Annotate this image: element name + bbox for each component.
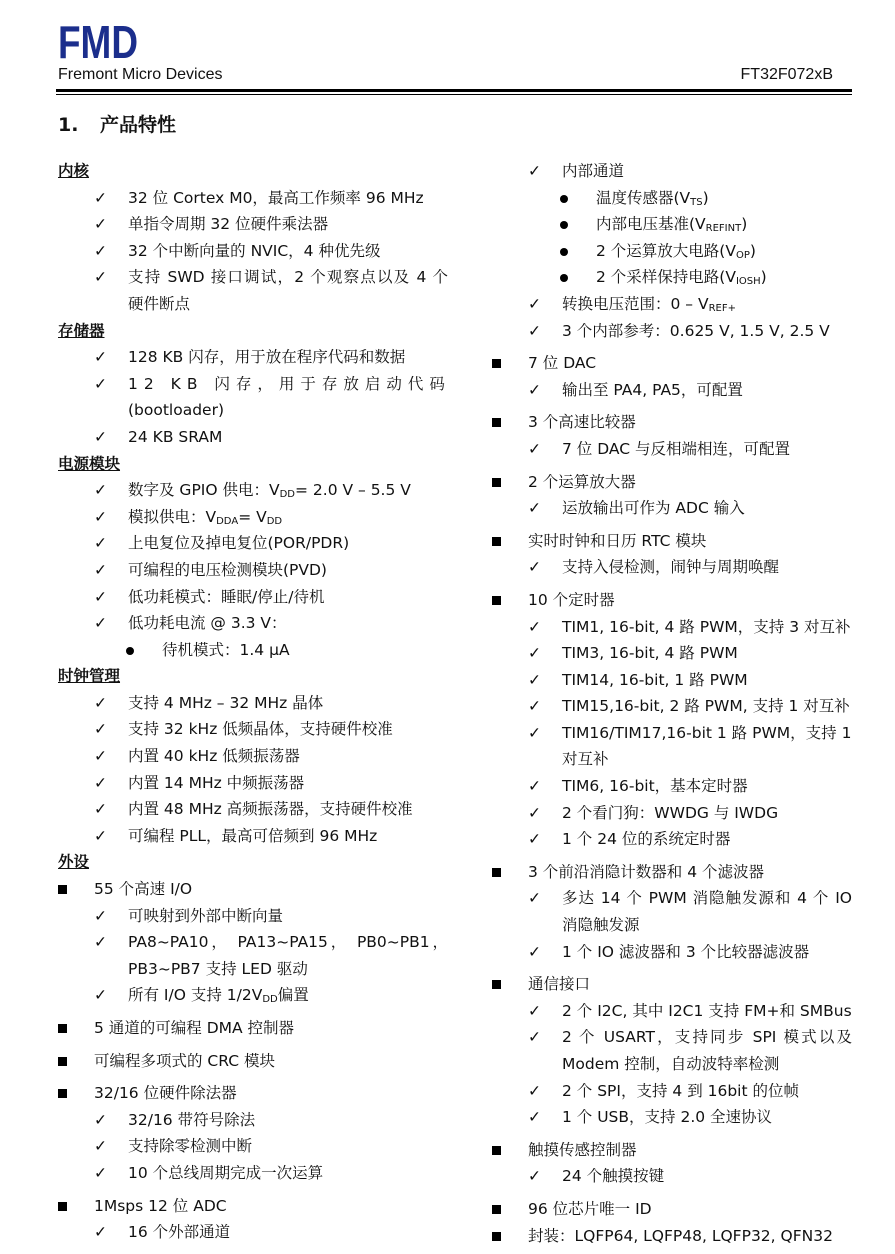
list-item: ✓ 32 位 Cortex M0，最高工作频率 96 MHz: [58, 185, 448, 212]
list-item: ✓ 单指令周期 32 位硬件乘法器: [58, 211, 448, 238]
check-icon: ✓: [94, 534, 107, 553]
list-item: ✓ 模拟供电：$V_{DDA}= V_{DD}$: [58, 504, 448, 531]
check-icon: ✓: [528, 380, 541, 399]
check-icon: ✓: [528, 1028, 541, 1047]
heading-memory: 存储器: [58, 321, 105, 340]
square-bullet-icon: [58, 885, 67, 894]
check-icon: ✓: [94, 241, 107, 260]
list-item: 2 个采样保持电路$(V_{IOSH})$: [492, 264, 852, 291]
list-item: 32/16 位硬件除法器: [58, 1080, 448, 1107]
square-bullet-icon: [492, 1146, 501, 1155]
square-bullet-icon: [58, 1024, 67, 1033]
list-item: ✓ 支持入侵检测，闹钟与周期唤醒: [492, 554, 852, 581]
check-icon: ✓: [528, 558, 541, 577]
heading-core: 内核: [58, 162, 90, 180]
list-item: 2 个运算放大器: [492, 469, 852, 496]
list-item: ✓ 3 个内部参考：0.625 V, 1.5 V, 2.5 V: [492, 318, 852, 345]
list-item-continuation: PB3~PB7 支持 LED 驱动: [128, 959, 308, 978]
square-bullet-icon: [58, 1057, 67, 1066]
heading-peripherals: 外设: [58, 853, 90, 872]
list-item: 96 位芯片唯一 ID: [492, 1196, 852, 1223]
part-number: FT32F072xB: [740, 66, 833, 83]
list-item: ✓ 支持 4 MHz – 32 MHz 晶体: [58, 690, 448, 717]
list-item: ✓ TIM16/TIM17,16-bit 1 路 PWM，支持 1: [492, 720, 852, 747]
fmd-logo: [58, 16, 138, 68]
square-bullet-icon: [492, 418, 501, 427]
square-bullet-icon: [492, 980, 501, 989]
check-icon: ✓: [528, 644, 541, 663]
list-item: ✓ 支持除零检测中断: [58, 1133, 448, 1160]
check-icon: ✓: [528, 1167, 541, 1186]
list-item: 3 个高速比较器: [492, 409, 852, 436]
section-title-text: 产品特性: [100, 114, 177, 136]
list-item: 温度传感器$(V_{TS})$: [492, 185, 852, 212]
round-bullet-icon: [560, 274, 568, 282]
header-rule-thin: [56, 94, 852, 95]
check-icon: ✓: [94, 374, 107, 393]
check-icon: ✓: [528, 942, 541, 961]
round-bullet-icon: [126, 647, 134, 655]
list-item: ✓ 数字及 GPIO 供电：$V_{DD}= 2.0$ V – 5.5 V: [58, 477, 448, 504]
check-icon: ✓: [94, 747, 107, 766]
list-item: ✓ 输出至 PA4, PA5，可配置: [492, 377, 852, 404]
check-icon: ✓: [528, 499, 541, 518]
check-icon: ✓: [528, 1081, 541, 1100]
list-item: ✓ 所有 I/O 支持 $1/2V_{DD}$偏置: [58, 982, 448, 1009]
square-bullet-icon: [492, 359, 501, 368]
round-bullet-icon: [560, 195, 568, 203]
list-item: ✓ 7 位 DAC 与反相端相连，可配置: [492, 436, 852, 463]
list-item: ✓ TIM3, 16-bit, 4 路 PWM: [492, 640, 852, 667]
company-name: Fremont Micro Devices: [58, 66, 223, 83]
list-item: ✓ 低功耗电流 @ 3.3 V：: [58, 610, 448, 637]
check-icon: ✓: [528, 889, 541, 908]
header-rule: [56, 89, 852, 92]
check-icon: ✓: [94, 933, 107, 952]
square-bullet-icon: [492, 596, 501, 605]
check-icon: ✓: [94, 587, 107, 606]
list-item: 内部电压基准$(V_{REFINT})$: [492, 211, 852, 238]
section-title: [58, 110, 176, 137]
check-icon: ✓: [94, 268, 107, 287]
check-icon: ✓: [94, 481, 107, 500]
list-item: ✓ 32/16 带符号除法: [58, 1107, 448, 1134]
list-item: ✓ TIM14, 16-bit, 1 路 PWM: [492, 667, 852, 694]
list-item: 55 个高速 I/O: [58, 876, 448, 903]
check-icon: ✓: [94, 826, 107, 845]
left-column: [58, 158, 451, 1246]
check-icon: ✓: [94, 986, 107, 1005]
list-item: ✓ PA8~PA10， PA13~PA15， PB0~PB1，: [58, 929, 448, 956]
square-bullet-icon: [492, 1205, 501, 1214]
square-bullet-icon: [492, 537, 501, 546]
list-item: ✓ TIM15,16-bit, 2 路 PWM, 支持 1 对互补: [492, 693, 852, 720]
check-icon: ✓: [94, 773, 107, 792]
check-icon: ✓: [528, 617, 541, 636]
square-bullet-icon: [492, 868, 501, 877]
check-icon: ✓: [94, 906, 107, 925]
list-item: 实时时钟和日历 RTC 模块: [492, 528, 852, 555]
list-item: ✓ 转换电压范围：$0 - V_{REF+}$: [492, 291, 852, 318]
list-item: ✓ 内部通道: [492, 158, 852, 185]
round-bullet-icon: [560, 248, 568, 256]
list-item: ✓ 2 个 USART，支持同步 SPI 模式以及: [492, 1024, 852, 1051]
list-item: ✓ 1 个 IO 滤波器和 3 个比较器滤波器: [492, 939, 852, 966]
list-item: ✓ 上电复位及掉电复位(POR/PDR): [58, 530, 448, 557]
square-bullet-icon: [492, 1232, 501, 1241]
check-icon: ✓: [94, 215, 107, 234]
list-item: ✓ 内置 14 MHz 中频振荡器: [58, 770, 448, 797]
list-item: ✓ 可映射到外部中断向量: [58, 903, 448, 930]
list-item: ✓ 24 个触摸按键: [492, 1163, 852, 1190]
check-icon: ✓: [528, 321, 541, 340]
square-bullet-icon: [58, 1089, 67, 1098]
list-item: 2 个运算放大电路$(V_{OP})$: [492, 238, 852, 265]
list-item-continuation: Modem 控制，自动波特率检测: [562, 1055, 780, 1073]
list-item: ✓ 支持 32 kHz 低频晶体，支持硬件校准: [58, 716, 448, 743]
list-item: ✓ 16 个外部通道: [58, 1219, 448, 1246]
check-icon: ✓: [94, 188, 107, 207]
check-icon: ✓: [94, 1110, 107, 1129]
list-item: ✓ 2 个 SPI，支持 4 到 16bit 的位帧: [492, 1078, 852, 1105]
list-item: ✓ 内置 40 kHz 低频振荡器: [58, 743, 448, 770]
list-item: ✓ 内置 48 MHz 高频振荡器，支持硬件校准: [58, 796, 448, 823]
check-icon: ✓: [94, 720, 107, 739]
check-icon: ✓: [94, 1137, 107, 1156]
check-icon: ✓: [528, 830, 541, 849]
check-icon: ✓: [94, 348, 107, 367]
list-item: 5 通道的可编程 DMA 控制器: [58, 1015, 448, 1042]
list-item: ✓ 运放输出可作为 ADC 输入: [492, 495, 852, 522]
check-icon: ✓: [528, 697, 541, 716]
list-item: 3 个前沿消隐计数器和 4 个滤波器: [492, 859, 852, 886]
list-item: 可编程多项式的 CRC 模块: [58, 1048, 448, 1075]
check-icon: ✓: [528, 777, 541, 796]
list-item: 触摸传感控制器: [492, 1137, 852, 1164]
check-icon: ✓: [94, 427, 107, 446]
check-icon: ✓: [528, 439, 541, 458]
round-bullet-icon: [560, 221, 568, 229]
check-icon: ✓: [94, 800, 107, 819]
check-icon: ✓: [528, 294, 541, 313]
list-item: ✓ TIM6, 16-bit，基本定时器: [492, 773, 852, 800]
check-icon: ✓: [94, 1223, 107, 1242]
heading-clock: 时钟管理: [58, 667, 121, 686]
list-item: ✓ 低功耗模式：睡眠/停止/待机: [58, 584, 448, 611]
list-item: ✓ 可编程的电压检测模块(PVD): [58, 557, 448, 584]
check-icon: ✓: [94, 693, 107, 712]
logo-text: FMD: [58, 16, 138, 68]
list-item: 待机模式：1.4 μA: [58, 637, 448, 664]
check-icon: ✓: [528, 162, 541, 180]
check-icon: ✓: [528, 803, 541, 822]
heading-power: 电源模块: [58, 454, 121, 473]
check-icon: ✓: [94, 614, 107, 633]
right-column: [492, 158, 852, 1249]
list-item: ✓ 1 个 24 位的系统定时器: [492, 826, 852, 853]
list-item: ✓ 10 个总线周期完成一次运算: [58, 1160, 448, 1187]
list-item: ✓ TIM1, 16-bit, 4 路 PWM，支持 3 对互补: [492, 614, 852, 641]
list-item: ✓ 128 KB 闪存，用于放在程序代码和数据: [58, 344, 448, 371]
list-item-continuation: 消隐触发源: [562, 916, 640, 935]
check-icon: ✓: [528, 723, 541, 742]
check-icon: ✓: [94, 560, 107, 579]
list-item: ✓ 支持 SWD 接口调试，2 个观察点以及 4 个: [58, 264, 448, 291]
list-item: 封装：LQFP64, LQFP48, LQFP32, QFN32: [492, 1223, 852, 1250]
list-item: 10 个定时器: [492, 587, 852, 614]
list-item: ✓ 12 KB 闪存，用于存放启动代码: [58, 371, 448, 398]
list-item: 7 位 DAC: [492, 350, 852, 377]
list-item-continuation: (bootloader): [128, 401, 225, 420]
section-number: 1.: [58, 114, 79, 136]
check-icon: ✓: [528, 670, 541, 689]
list-item: ✓ 24 KB SRAM: [58, 424, 448, 451]
check-icon: ✓: [528, 1001, 541, 1020]
list-item: ✓ 2 个 I2C, 其中 I2C1 支持 FM+和 SMBus: [492, 998, 852, 1025]
list-item: 通信接口: [492, 971, 852, 998]
list-item: ✓ 32 个中断向量的 NVIC，4 种优先级: [58, 238, 448, 265]
list-item: ✓ 多达 14 个 PWM 消隐触发源和 4 个 IO: [492, 885, 852, 912]
list-item-continuation: 硬件断点: [128, 294, 191, 313]
list-item: ✓ 2 个看门狗：WWDG 与 IWDG: [492, 800, 852, 827]
check-icon: ✓: [94, 1163, 107, 1182]
square-bullet-icon: [492, 478, 501, 487]
square-bullet-icon: [58, 1202, 67, 1211]
list-item: ✓ 1 个 USB，支持 2.0 全速协议: [492, 1104, 852, 1131]
list-item: 1Msps 12 位 ADC: [58, 1193, 448, 1220]
check-icon: ✓: [528, 1108, 541, 1127]
list-item-continuation: 对互补: [562, 750, 609, 769]
check-icon: ✓: [94, 507, 107, 526]
list-item: ✓ 可编程 PLL，最高可倍频到 96 MHz: [58, 823, 448, 850]
